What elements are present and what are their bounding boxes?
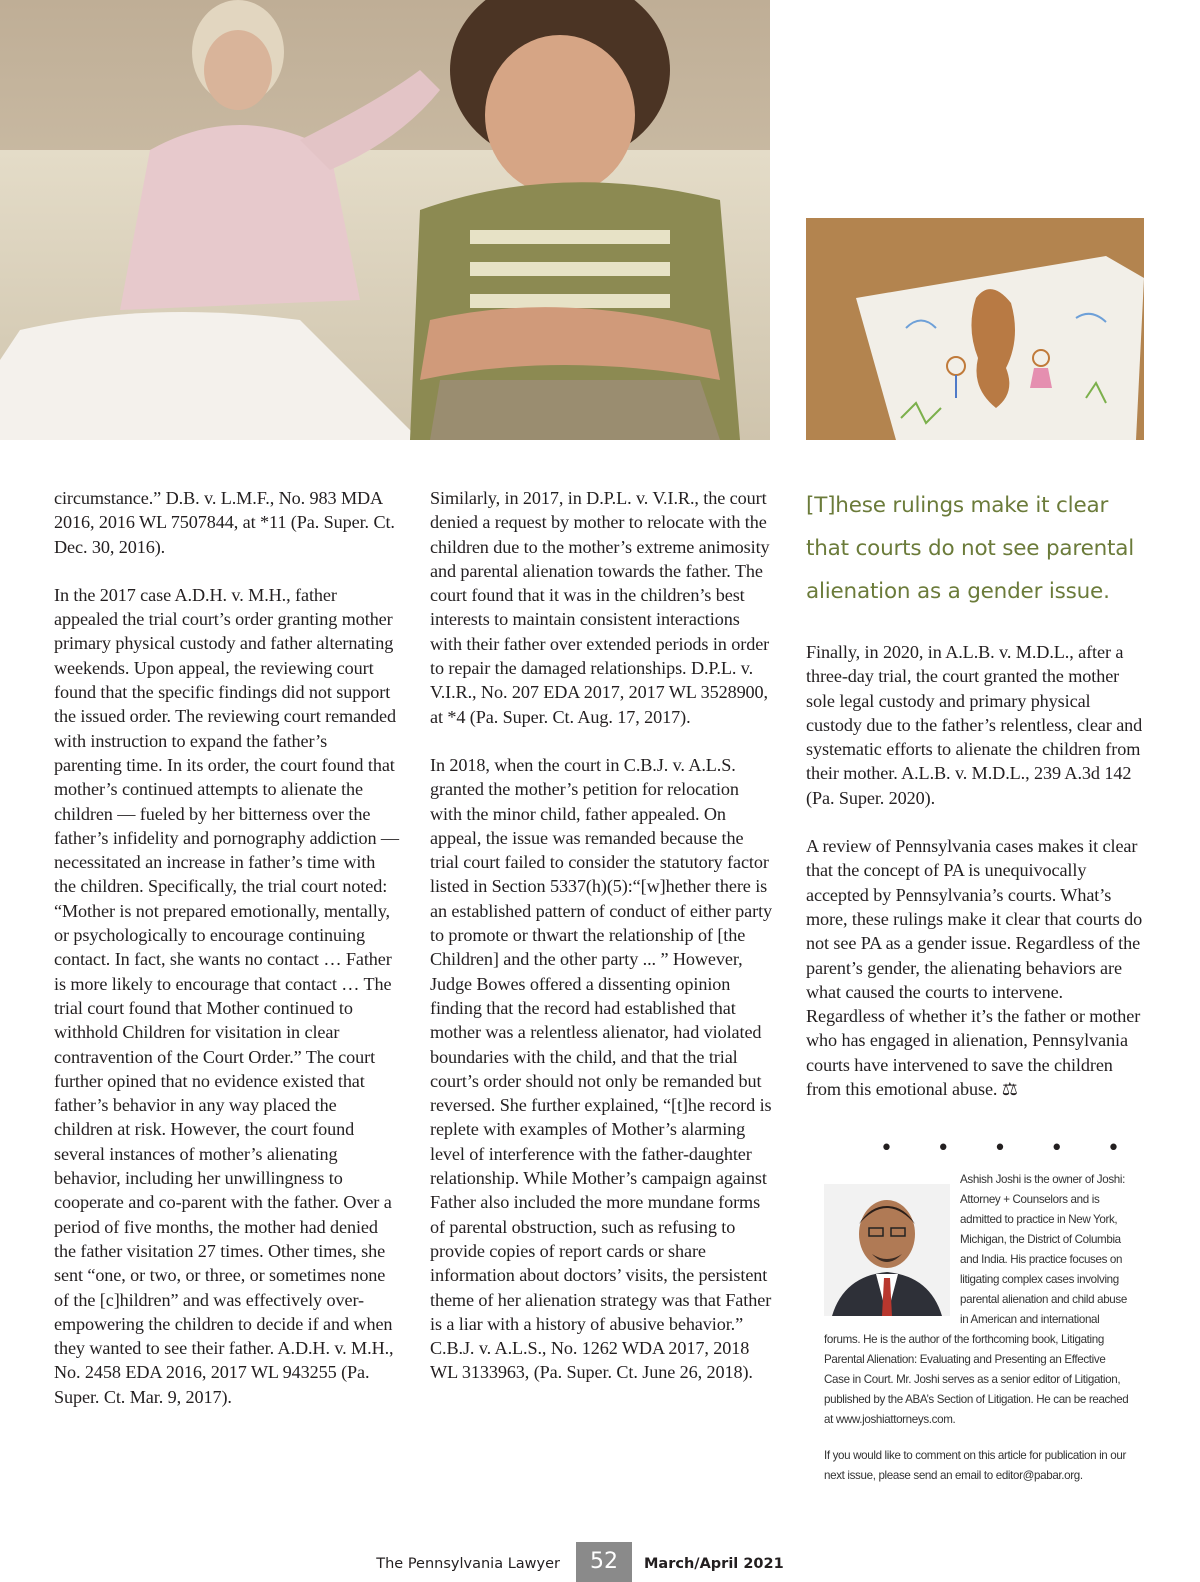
separator-dot: • [1050,1136,1064,1161]
pull-quote: [T]hese rulings make it clear that courts do not see parental alienation as a gender issue. [806,493,1134,604]
bio-text: Ashish Joshi is the owner of Joshi: Attorney + Counselors and is admitted to practice in New York, Michigan, the District of Columbia and India. His practice focuses on litigating complex cases involving parental alienation and child abuse in American and international forums. He is the author of the forthcoming book, Litigating Parental Alienation: Evaluating and Presenting an Effective Case in Court. Mr. Joshi serves as a senior editor of Litigation, published by the ABA’s Section of Litigation. He can be reached at www.joshiattorneys.com. [824,1173,1129,1426]
separator-dot: • [993,1136,1007,1161]
separator-dot: • [1107,1136,1120,1161]
section-separator [880,1136,1120,1161]
separator-dot: • [936,1136,950,1161]
page-footer [0,1549,1200,1582]
page-number: 52 [576,1542,632,1582]
paragraph: A review of Pennsylvania cases makes it clear that the concept of PA is unequivocally accepted by Pennsylvania’s courts. What’s more, these rulings make it clear that courts do not see PA as a gender issue. Regardless of the parent’s gender, the alienating behaviors are what caused the courts to intervene. Regardless of whether it’s the father or mother who has engaged in alienation, Pennsylvania courts have intervened to save the children from this emotional abuse. ⚖ [806,836,1143,1100]
publication-name: The Pennsylvania Lawyer [376,1556,560,1572]
paragraph: Finally, in 2020, in A.L.B. v. M.D.L., after a three-day trial, the court granted the mother sole legal custody and primary physical custody due to the father’s relentless, clear and systematic efforts to alienate the children from their mother. A.L.B. v. M.D.L., 239 A.3d 142 (Pa. Super. 2020). [806,642,1143,808]
torn-drawing-photo [806,218,1144,440]
paragraph: circumstance.” D.B. v. L.M.F., No. 983 MDA 2016, 2016 WL 7507844, at *11 (Pa. Super. Ct. Dec. 30, 2016). [54,488,395,557]
header-photo [0,0,770,440]
author-headshot [824,1184,950,1316]
comment-note: If you would like to comment on this article for publication in our next issue, please send an email to editor@pabar.org. [824,1449,1126,1482]
article-column-2 [430,486,775,1409]
separator-dot: • [880,1136,893,1161]
paragraph: In the 2017 case A.D.H. v. M.H., father appealed the trial court’s order granting mother primary physical custody and father alternating weekends. Upon appeal, the reviewing court found that the specific findings did not support the issued order. The reviewing court remanded with instruction to expand the father’s parenting time. In its order, the court found that mother’s continued attempts to alienate the children — fueled by her bitterness over the father’s infidelity and pornography addiction — necessitated an increase in father’s time with the children. Specifically, the trial court noted: “Mother is not prepared emotionally, mentally, or psychologically to encourage continuing contact. In fact, she wants no contact … Father is more likely to encourage that contact … The trial court found that Mother continued to withhold Children for visitation in clear contravention of the Court Order.” The court further opined that no evidence existed that father’s behavior in any way placed the children at risk. However, the court found several instances of mother’s alienating behavior, including her unwillingness to cooperate and co-parent with the father. Over a period of five months, the mother had denied the father visitation 27 times. Other times, she sent “one, or two, or three, or sometimes none of the [c]hildren” and was effectively over-empowering the children to decide if and when they wanted to see their father. A.D.H. v. M.H., No. 2458 EDA 2016, 2017 WL 943255 (Pa. Super. Ct. Mar. 9, 2017). [54,584,399,1407]
paragraph: In 2018, when the court in C.B.J. v. A.L.S. granted the mother’s petition for relocation with the minor child, father appealed. On appeal, the issue was remanded because the trial court failed to consider the statutory factor listed in Section 5337(h)(5):“[w]hether there is an established pattern of conduct of either party to promote or thwart the relationship of [the Children] and the other party ... ” However, Judge Bowes offered a dissenting opinion finding that the record had established that mother was a relentless alienator, had violated boundaries with the child, and that the trial court’s order should not only be remanded but reversed. She further explained, “[t]he record is replete with examples of Mother’s alarming level of interference with the father-daughter relationship. While Mother’s campaign against Father also included the more mundane forms of parental obstruction, such as refusing to provide copies of report cards or share information about doctors’ visits, the persistent theme of her alienation strategy was that Father is a liar with a history of abusive behavior.” C.B.J. v. A.L.S., No. 1262 WDA 2017, 2018 WL 3133963, (Pa. Super. Ct. June 26, 2018). [430,754,773,1383]
paragraph: Similarly, in 2017, in D.P.L. v. V.I.R., the court denied a request by mother to relocate with the children due to the mother’s extreme animosity and parental alienation towards the father. The court found that it was in the children’s best interests to maintain consistent interactions with their father over extended periods in order to repair the damaged relationships. D.P.L. v. V.I.R., No. 207 EDA 2017, 2017 WL 3528900, at *4 (Pa. Super. Ct. Aug. 17, 2017). [430,488,770,727]
article-column-1 [54,486,399,1433]
issue-date: March/April 2021 [644,1556,784,1572]
author-bio [824,1170,1130,1486]
article-column-3 [806,640,1144,1125]
